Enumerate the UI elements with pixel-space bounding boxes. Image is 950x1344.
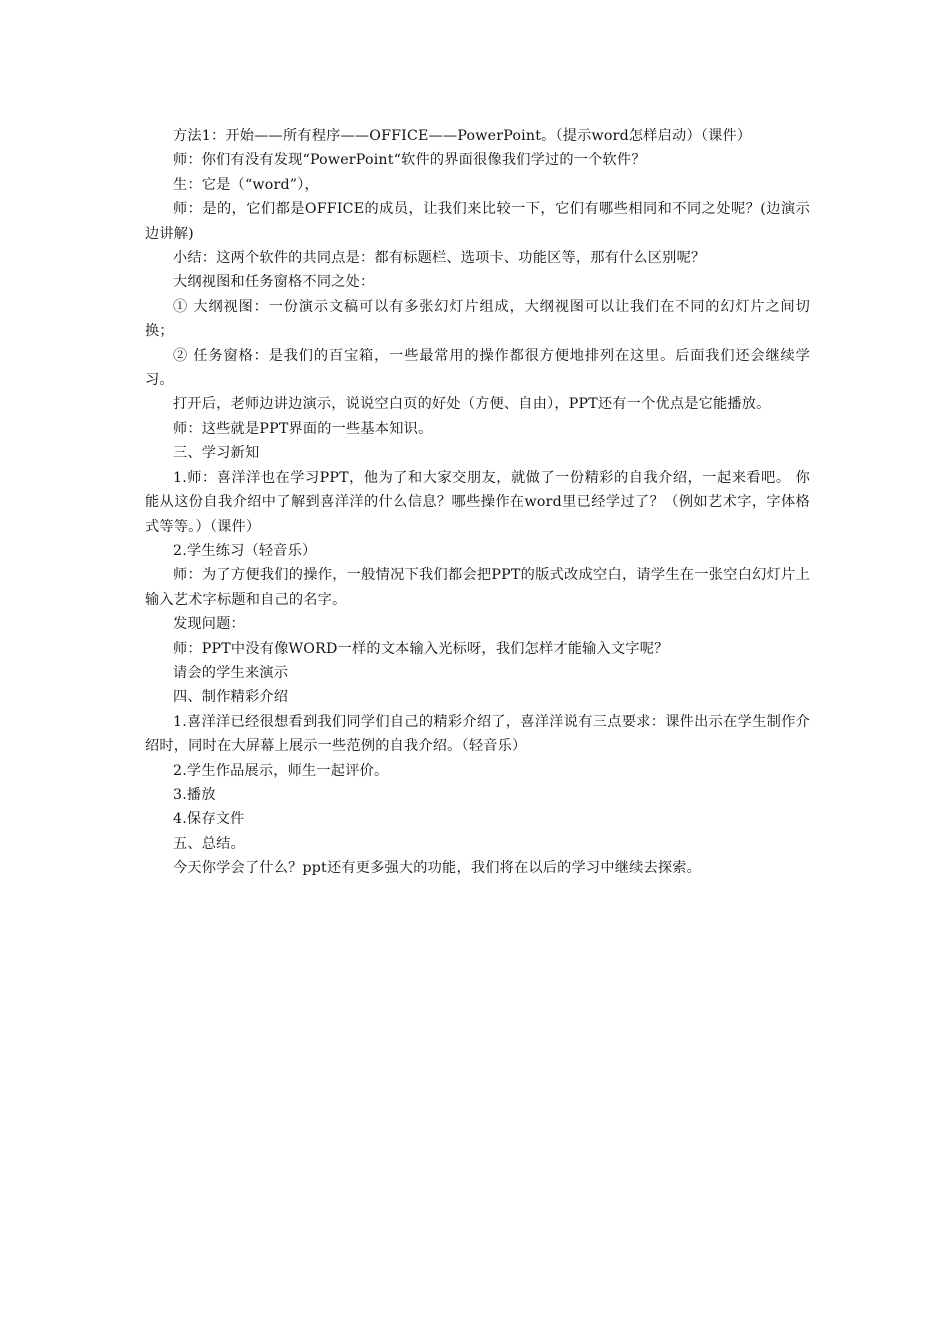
paragraph-outline-view: ① 大纲视图：一份演示文稿可以有多张幻灯片组成，大纲视图可以让我们在不同的幻灯片之间切换； [145,298,810,340]
paragraph-requirements: 1.喜洋洋已经很想看到我们同学们自己的精彩介绍了，喜洋洋说有三点要求：课件出示在学生制作介绍时，同时在大屏幕上展示一些范例的自我介绍。（轻音乐） [145,713,810,755]
paragraph-save-file: 4.保存文件 [173,811,245,828]
paragraph-find-problem: 发现问题： [173,616,245,633]
section-heading-4: 四、制作精彩介绍 [173,689,289,706]
section-heading-3: 三、学习新知 [173,445,260,462]
paragraph-blank-layout: 师：为了方便我们的操作，一般情况下我们都会把PPT的版式改成空白，请学生在一张空白幻灯片上输入艺术字标题和自己的名字。 [145,567,810,608]
paragraph-summary: 小结：这两个软件的共同点是：都有标题栏、选项卡、功能区等，那有什么区别呢？ [173,250,706,267]
paragraph-xiyangyang-intro: 1.师：喜洋洋也在学习PPT，他为了和大家交朋友，就做了一份精彩的自我介绍，一起来看吧。 你能从这份自我介绍中了解到喜洋洋的什么信息？哪些操作在word里已经学过了？（例如艺术字，字体格式等等。）（课件） [145,469,810,535]
paragraph-teacher-compare: 师：是的，它们都是OFFICE的成员，让我们来比较一下，它们有哪些相同和不同之处呢？(边演示边讲解) [145,201,810,242]
paragraph-method-1: 方法1：开始——所有程序——OFFICE——PowerPoint。（提示word怎样启动）（课件） [173,128,752,144]
paragraph-conclusion: 今天你学会了什么？ppt还有更多强大的功能，我们将在以后的学习中继续去探索。 [173,860,702,877]
document-body [145,124,810,881]
paragraph-differences-heading: 大纲视图和任务窗格不同之处： [173,274,375,291]
paragraph-basics: 师：这些就是PPT界面的一些基本知识。 [173,420,433,437]
paragraph-cursor-question: 师：PPT中没有像WORD一样的文本输入光标呀，我们怎样才能输入文字呢？ [173,640,669,657]
paragraph-student-answer: 生：它是（“word”）， [173,176,319,193]
section-heading-5: 五、总结。 [173,835,245,852]
paragraph-student-demo: 请会的学生来演示 [173,664,289,681]
paragraph-showcase: 2.学生作品展示，师生一起评价。 [173,762,389,779]
paragraph-play: 3.播放 [173,786,216,803]
paragraph-student-practice: 2.学生练习（轻音乐） [173,542,317,559]
paragraph-task-pane: ② 任务窗格：是我们的百宝箱，一些最常用的操作都很方便地排列在这里。后面我们还会继续学习。 [145,347,810,389]
paragraph-blank-page: 打开后，老师边讲边演示，说说空白页的好处（方便、自由），PPT还有一个优点是它能播放。 [173,396,771,413]
paragraph-teacher-question: 师：你们有没有发现“PowerPoint“软件的界面很像我们学过的一个软件？ [173,152,646,169]
